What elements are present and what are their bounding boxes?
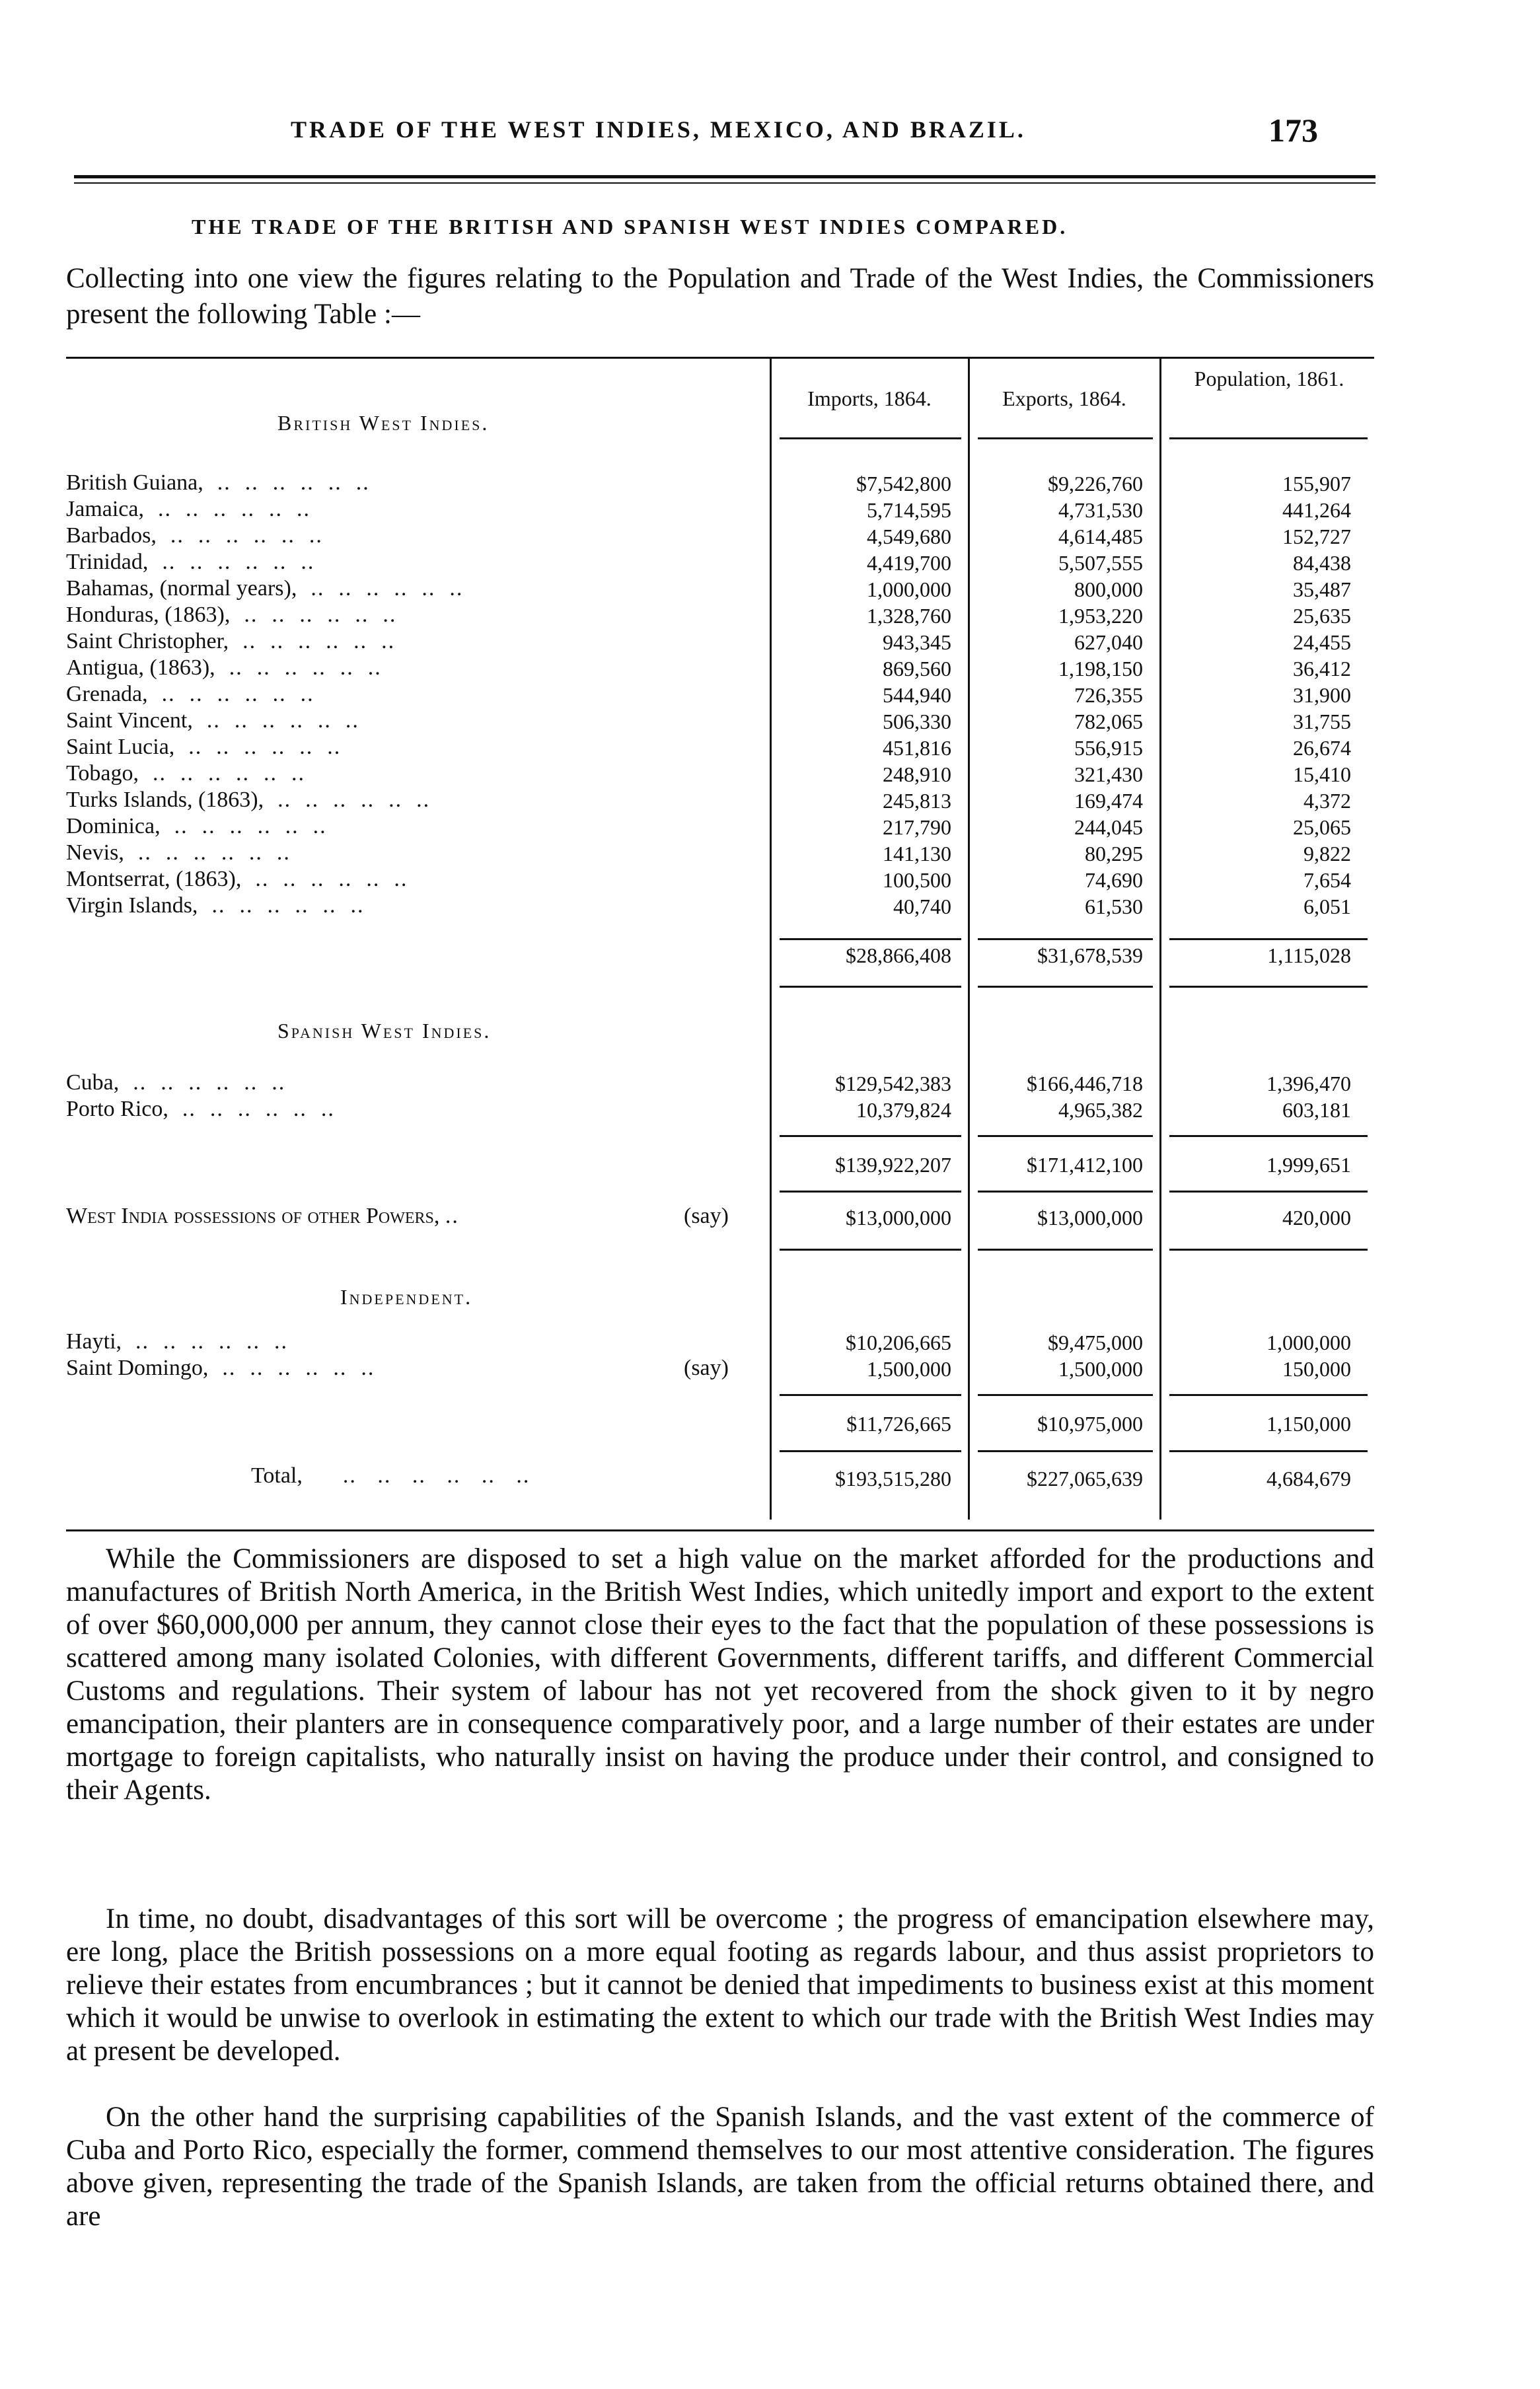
cell-imports: 451,816 <box>883 736 951 760</box>
table-row-label: Hayti, .. .. .. .. .. .. <box>66 1329 289 1354</box>
table-row-label: Barbados, .. .. .. .. .. .. <box>66 523 323 548</box>
column-divider <box>1159 357 1161 1520</box>
place-name: Grenada, <box>66 682 148 706</box>
header-underline <box>780 437 961 439</box>
independent-heading: Independent. <box>340 1285 473 1309</box>
subtotal-rule <box>978 1394 1153 1396</box>
british-total-population: 1,115,028 <box>1267 943 1351 967</box>
cell-exports: 1,198,150 <box>1058 657 1143 680</box>
place-name: Cuba, <box>66 1070 120 1095</box>
subtotal-rule <box>780 938 961 940</box>
cell-exports: 61,530 <box>1085 895 1143 918</box>
table-row-label: Dominica, .. .. .. .. .. .. <box>66 814 327 838</box>
header-rule <box>74 175 1375 178</box>
cell-population: 15,410 <box>1293 762 1351 786</box>
subtotal-rule <box>780 1135 961 1137</box>
cell-exports: 627,040 <box>1074 630 1143 654</box>
cell-population: 31,755 <box>1293 710 1351 733</box>
place-name: Dominica, <box>66 814 161 838</box>
cell-exports: 4,614,485 <box>1058 525 1143 548</box>
table-bottom-rule <box>66 1529 1374 1531</box>
cell-population: 6,051 <box>1303 895 1351 918</box>
cell-imports: 943,345 <box>883 630 951 654</box>
cell-exports: 782,065 <box>1074 710 1143 733</box>
paragraph-1: While the Commissioners are disposed to set a high value on the market afforded for the productions and manufactures of British North America, in the British West Indies, which unitedly import and export to the extent of over $60,000,000 per annum, they cannot close their eyes to the fact that the population of these possessions is scattered among many isolated Colonies, with different Governments, different tariffs, and different Commercial Customs and regulations. Their system of labour has not yet recovered from the shock given to it by negro emancipation, their planters are in consequence comparatively poor, and a large number of their estates are under mortgage to foreign capitalists, who naturally insist on having the produce under their control, and consigned to their Agents. <box>66 1543 1374 1806</box>
subtotal-rule <box>1169 1450 1368 1452</box>
subtotal-rule <box>978 938 1153 940</box>
cell-population: 441,264 <box>1282 498 1351 522</box>
table-row-label: Tobago, .. .. .. .. .. .. <box>66 761 305 786</box>
spanish-total-population: 1,999,651 <box>1266 1153 1351 1177</box>
independent-total-population: 1,150,000 <box>1266 1412 1351 1436</box>
place-name: Montserrat, (1863), <box>66 867 242 891</box>
table-row-label: Bahamas, (normal years), .. .. .. .. .. .. <box>66 576 464 601</box>
grand-total-row: Total, .. .. .. .. .. .. <box>251 1463 531 1488</box>
table-top-rule <box>66 357 1374 359</box>
place-name: Saint Christopher, <box>66 629 229 653</box>
cell-population: 155,907 <box>1282 472 1351 496</box>
cell-imports: $7,542,800 <box>856 472 951 496</box>
cell-population: 1,396,470 <box>1266 1072 1351 1095</box>
cell-population: 603,181 <box>1282 1098 1351 1122</box>
cell-exports: 4,731,530 <box>1058 498 1143 522</box>
spanish-total-exports: $171,412,100 <box>1027 1153 1143 1177</box>
header-rule-thin <box>74 182 1375 184</box>
spanish-total-imports: $139,922,207 <box>835 1153 951 1177</box>
page-number: 173 <box>1268 112 1318 149</box>
grand-total-imports: $193,515,280 <box>835 1467 951 1490</box>
cell-imports: 141,130 <box>883 842 951 865</box>
cell-exports: 1,953,220 <box>1058 604 1143 628</box>
cell-population: 26,674 <box>1293 736 1351 760</box>
cell-population: 152,727 <box>1282 525 1351 548</box>
place-name: Tobago, <box>66 761 139 786</box>
subtotal-rule <box>780 986 961 988</box>
table-row-label: Turks Islands, (1863), .. .. .. .. .. .. <box>66 788 431 812</box>
cell-population: 150,000 <box>1282 1357 1351 1381</box>
cell-population: 4,372 <box>1303 789 1351 813</box>
cell-exports: 321,430 <box>1074 762 1143 786</box>
grand-total-label: Total, <box>251 1463 303 1488</box>
paragraph-3: On the other hand the surprising capabilities of the Spanish Islands, and the vast extent of the commerce of Cuba and Porto Rico, especially the former, commend themselves to our most attentive consideration. The figures above given, representing the trade of the Spanish Islands, are taken from the official returns obtained there, and are <box>66 2102 1374 2232</box>
other-powers-label: West India possessions of other Powers, <box>66 1204 440 1228</box>
running-title: TRADE OF THE WEST INDIES, MEXICO, AND BRAZIL. <box>291 116 1026 143</box>
place-name: Saint Lucia, <box>66 735 175 759</box>
cell-imports: 4,419,700 <box>867 551 951 575</box>
cell-exports: 800,000 <box>1074 577 1143 601</box>
table-row-label: Trinidad, .. .. .. .. .. .. <box>66 550 315 574</box>
subtotal-rule <box>780 1249 961 1251</box>
other-powers-row: West India possessions of other Powers, .. (say) <box>66 1204 729 1228</box>
header-underline <box>978 437 1153 439</box>
table-row-label: Cuba, .. .. .. .. .. .. <box>66 1070 286 1095</box>
cell-exports: 5,507,555 <box>1058 551 1143 575</box>
place-name: Saint Vincent, <box>66 708 193 733</box>
cell-exports: 80,295 <box>1085 842 1143 865</box>
table-row-label: Saint Christopher, .. .. .. .. .. .. <box>66 629 396 653</box>
place-name: Trinidad, <box>66 550 149 574</box>
table-row-label: British Guiana, .. .. .. .. .. .. <box>66 470 370 495</box>
cell-imports: 1,500,000 <box>867 1357 951 1381</box>
other-powers-say: (say) <box>684 1204 729 1228</box>
paragraph-2: In time, no doubt, disadvantages of this sort will be overcome ; the progress of emancipation elsewhere may, ere long, place the British possessions on a more equal footing as regards labour, and thus assist proprietors to relieve their estates from encumbrances ; but it cannot be denied that impediments to business exist at this moment which it would be unwise to overlook in estimating the extent to which our trade with the British West Indies may at present be developed. <box>66 1903 1374 2067</box>
cell-exports: $166,446,718 <box>1027 1072 1143 1095</box>
place-name: Turks Islands, (1863), <box>66 788 264 812</box>
place-name: Honduras, (1863), <box>66 603 231 627</box>
cell-exports: $9,475,000 <box>1048 1331 1143 1354</box>
table-row-label: Grenada, .. .. .. .. .. .. <box>66 682 314 706</box>
table-row-label: Virgin Islands, .. .. .. .. .. .. <box>66 893 365 918</box>
section-title: THE TRADE OF THE BRITISH AND SPANISH WEST INDIES COMPARED. <box>192 215 1068 239</box>
estimate-note: (say) <box>684 1356 729 1380</box>
subtotal-rule <box>1169 1135 1368 1137</box>
cell-imports: 1,328,760 <box>867 604 951 628</box>
cell-imports: 544,940 <box>883 683 951 707</box>
independent-total-imports: $11,726,665 <box>846 1412 951 1436</box>
subtotal-rule <box>978 1191 1153 1193</box>
other-powers-imports: $13,000,000 <box>846 1206 951 1230</box>
place-name: Jamaica, <box>66 497 144 521</box>
column-header-imports: Imports, 1864. <box>807 386 932 410</box>
table-row-label: Nevis, .. .. .. .. .. .. <box>66 840 291 865</box>
column-header-population: Population, 1861. <box>1194 367 1344 390</box>
cell-imports: 5,714,595 <box>867 498 951 522</box>
cell-exports: 4,965,382 <box>1058 1098 1143 1122</box>
cell-exports: 244,045 <box>1074 815 1143 839</box>
cell-imports: 10,379,824 <box>856 1098 951 1122</box>
cell-exports: 1,500,000 <box>1058 1357 1143 1381</box>
cell-imports: $10,206,665 <box>846 1331 951 1354</box>
cell-imports: 1,000,000 <box>867 577 951 601</box>
other-powers-population: 420,000 <box>1282 1206 1351 1230</box>
british-total-imports: $28,866,408 <box>846 943 951 967</box>
independent-total-exports: $10,975,000 <box>1037 1412 1143 1436</box>
table-row-label: Jamaica, .. .. .. .. .. .. <box>66 497 311 521</box>
place-name: Barbados, <box>66 523 157 548</box>
subtotal-rule <box>978 1135 1153 1137</box>
subtotal-rule <box>780 1191 961 1193</box>
place-name: Nevis, <box>66 840 124 865</box>
cell-population: 24,455 <box>1293 630 1351 654</box>
cell-exports: 74,690 <box>1085 868 1143 892</box>
cell-imports: 248,910 <box>883 762 951 786</box>
table-row-label: Saint Domingo, .. .. .. .. .. .. (say) <box>66 1356 729 1380</box>
cell-population: 36,412 <box>1293 657 1351 680</box>
cell-population: 31,900 <box>1293 683 1351 707</box>
column-divider <box>770 357 772 1520</box>
place-name: Antigua, (1863), <box>66 655 215 680</box>
place-name: Porto Rico, <box>66 1097 168 1121</box>
cell-imports: 245,813 <box>883 789 951 813</box>
subtotal-rule <box>1169 1394 1368 1396</box>
cell-imports: 217,790 <box>883 815 951 839</box>
subtotal-rule <box>1169 938 1368 940</box>
cell-population: 25,065 <box>1293 815 1351 839</box>
subtotal-rule <box>780 1394 961 1396</box>
table-row-label: Honduras, (1863), .. .. .. .. .. .. <box>66 603 397 627</box>
table-row-label: Saint Vincent, .. .. .. .. .. .. <box>66 708 359 733</box>
other-powers-exports: $13,000,000 <box>1037 1206 1143 1230</box>
cell-imports: 869,560 <box>883 657 951 680</box>
cell-population: 1,000,000 <box>1266 1331 1351 1354</box>
cell-population: 35,487 <box>1293 577 1351 601</box>
table-row-label: Saint Lucia, .. .. .. .. .. .. <box>66 735 342 759</box>
subtotal-rule <box>780 1450 961 1452</box>
subtotal-rule <box>978 986 1153 988</box>
cell-imports: 100,500 <box>883 868 951 892</box>
cell-imports: 40,740 <box>893 895 951 918</box>
cell-exports: 169,474 <box>1074 789 1143 813</box>
cell-population: 9,822 <box>1303 842 1351 865</box>
place-name: Saint Domingo, <box>66 1356 209 1380</box>
cell-population: 84,438 <box>1293 551 1351 575</box>
subtotal-rule <box>1169 986 1368 988</box>
cell-imports: $129,542,383 <box>835 1072 951 1095</box>
grand-total-exports: $227,065,639 <box>1027 1467 1143 1490</box>
british-total-exports: $31,678,539 <box>1037 943 1143 967</box>
cell-population: 7,654 <box>1303 868 1351 892</box>
place-name: Virgin Islands, <box>66 893 198 918</box>
subtotal-rule <box>1169 1191 1368 1193</box>
subtotal-rule <box>978 1450 1153 1452</box>
column-divider <box>968 357 970 1520</box>
intro-paragraph: Collecting into one view the figures relating to the Population and Trade of the West Indies, the Commissioners present the following Table :— <box>66 263 1374 330</box>
cell-exports: 556,915 <box>1074 736 1143 760</box>
subtotal-rule <box>1169 1249 1368 1251</box>
table-row-label: Antigua, (1863), .. .. .. .. .. .. <box>66 655 382 680</box>
cell-imports: 506,330 <box>883 710 951 733</box>
table-row-label: Porto Rico, .. .. .. .. .. .. <box>66 1097 335 1121</box>
place-name: British Guiana, <box>66 470 203 495</box>
header-underline <box>1169 437 1368 439</box>
cell-exports: 726,355 <box>1074 683 1143 707</box>
column-header-exports: Exports, 1864. <box>1002 386 1126 410</box>
place-name: Bahamas, (normal years), <box>66 576 297 601</box>
subtotal-rule <box>978 1249 1153 1251</box>
cell-imports: 4,549,680 <box>867 525 951 548</box>
british-west-indies-heading: British West Indies. <box>277 411 490 435</box>
table-row-label: Montserrat, (1863), .. .. .. .. .. .. <box>66 867 408 891</box>
cell-exports: $9,226,760 <box>1048 472 1143 496</box>
spanish-west-indies-heading: Spanish West Indies. <box>277 1019 492 1043</box>
place-name: Hayti, <box>66 1329 122 1354</box>
grand-total-population: 4,684,679 <box>1266 1467 1351 1490</box>
cell-population: 25,635 <box>1293 604 1351 628</box>
